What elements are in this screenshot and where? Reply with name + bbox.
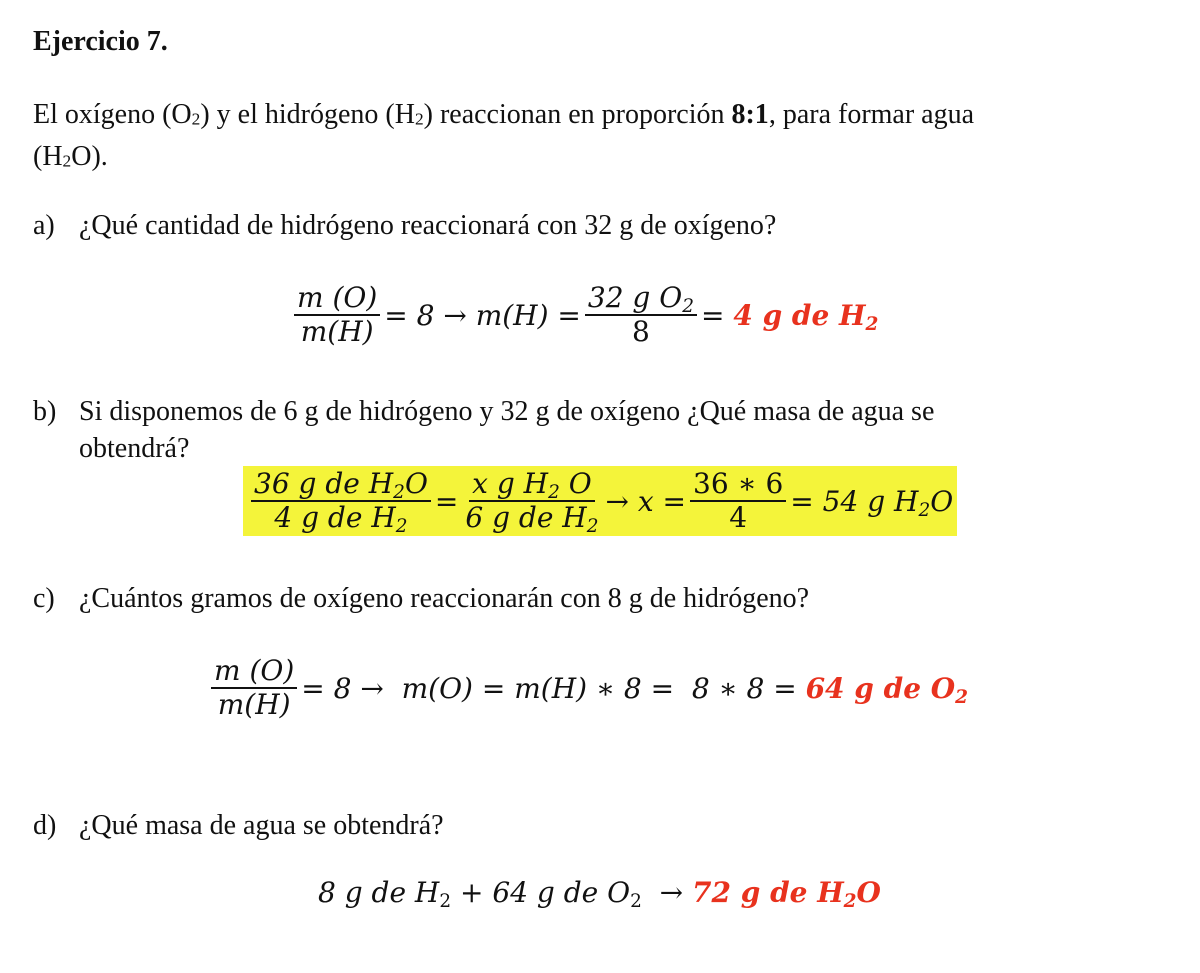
question-c xyxy=(33,583,809,615)
fraction: $\frac{36 ∗ 6}{4}$ xyxy=(690,468,786,534)
answer-c: 64 g de $O_2$ xyxy=(805,671,969,708)
ratio: 8:1 xyxy=(731,99,769,130)
question-d xyxy=(33,810,444,842)
equation-d: 8 g de $H_2 + 64$ g de $O_2 \to 72$ g de $H_2O$ xyxy=(318,876,881,913)
highlight-box: $\frac{36 g de H_2O}{4 g de H_2}$ = $\frac{x g H_2 O}{6 g de H_2}$ → x = $\frac{36 ∗ 6}{4}$ = 54 g $H_2O$ xyxy=(243,466,957,536)
fraction: $\frac{m (O)}{m(H)}$ xyxy=(294,282,380,348)
equation-a: $\frac{m (O)}{m(H)}$ = 8 → m(H) = $\frac{32 g O_2}{8}$ = 4 g de $H_2$ xyxy=(290,282,878,348)
question-label: c) xyxy=(33,583,55,614)
question-label: d) xyxy=(33,810,57,841)
question-text: Si disponemos de 6 g de hidrógeno y 32 g de oxígeno ¿Qué masa de agua se xyxy=(79,396,935,427)
intro-line-2: (H2O). xyxy=(33,141,108,172)
question-text: ¿Qué cantidad de hidrógeno reaccionará con 32 g de oxígeno? xyxy=(79,210,777,241)
fraction: $\frac{m (O)}{m(H)}$ xyxy=(211,655,297,721)
question-label: a) xyxy=(33,210,55,241)
fraction: $\frac{36 g de H_2O}{4 g de H_2}$ xyxy=(251,468,431,534)
question-text: ¿Qué masa de agua se obtendrá? xyxy=(79,810,444,841)
fraction: $\frac{x g H_2 O}{6 g de H_2}$ xyxy=(465,467,599,538)
question-b-cont: obtendrá? xyxy=(79,433,190,464)
question-a xyxy=(33,210,776,242)
equation-b xyxy=(243,466,957,536)
equation-c: $\frac{m (O)}{m(H)}$ = 8 → m(O) = m(H) ∗ 8 = 8 ∗ 8 = 64 g de $O_2$ xyxy=(207,655,968,721)
answer-a: 4 g de $H_2$ xyxy=(733,298,879,335)
exercise-title: Ejercicio 7. xyxy=(33,26,168,57)
question-text: ¿Cuántos gramos de oxígeno reaccionarán con 8 g de hidrógeno? xyxy=(79,583,810,614)
question-b xyxy=(33,396,934,428)
answer-d: 72 g de $H_2O$ xyxy=(692,876,881,913)
question-label: b) xyxy=(33,396,57,427)
fraction: $\frac{32 g O_2}{8}$ xyxy=(585,282,697,348)
answer-b: = 54 g $H_2O$ xyxy=(790,484,954,521)
intro-line-1: El oxígeno (O2) y el hidrógeno (H2) reaccionan en proporción 8:1, para formar agua xyxy=(33,99,975,130)
